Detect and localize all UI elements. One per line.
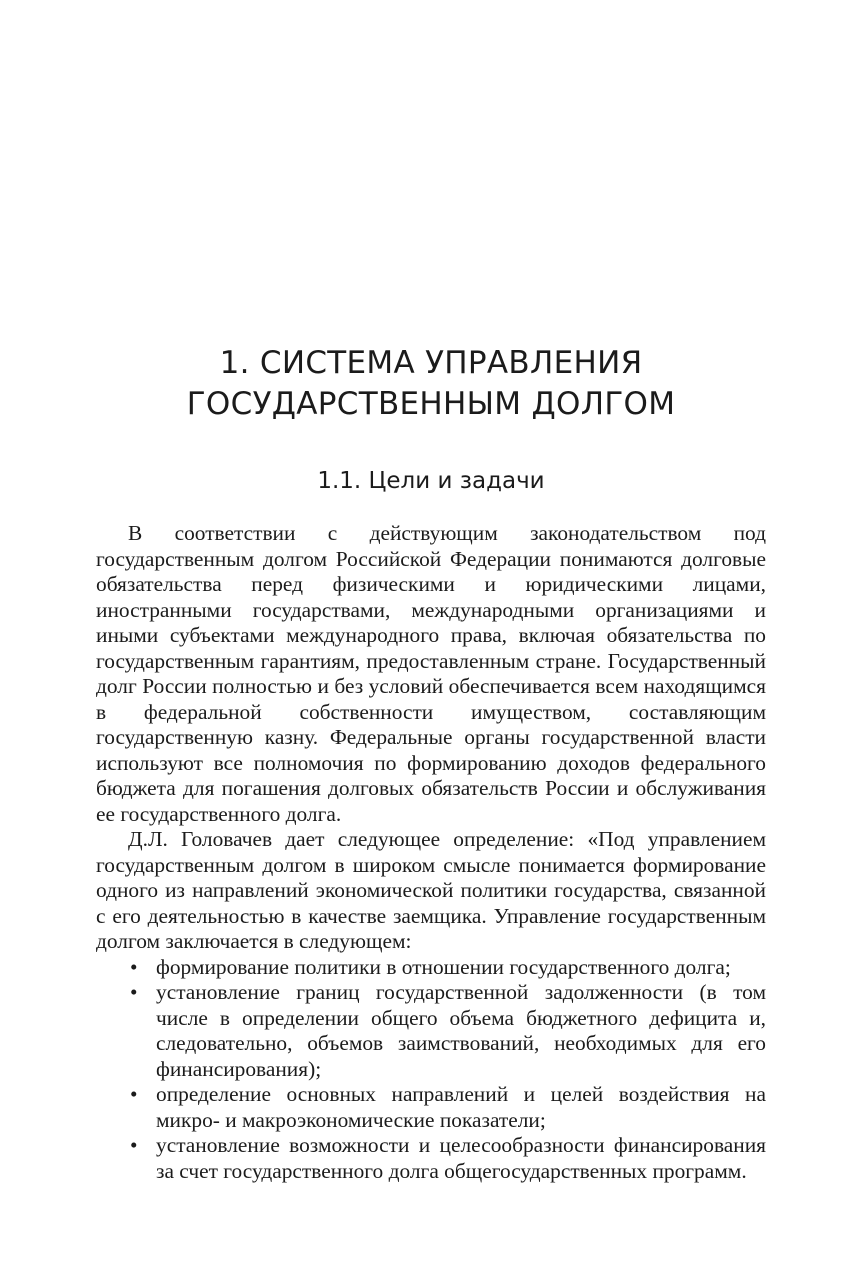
list-item: [130, 1133, 766, 1184]
list-item: [130, 980, 766, 1082]
body-text: [96, 521, 766, 1184]
bullet-list: [96, 955, 766, 1185]
list-item: [130, 954, 766, 981]
bullet-icon: •: [130, 954, 138, 979]
list-item: [130, 1082, 766, 1133]
paragraph-2: Д.Л. Головачев дает следующее определение: «Под управлением государственным долгом в широком смысле понимается формирование одного из направлений экономической политики государства, связанной с его деятельностью в качестве заемщика. Управление государственным долгом заключается в следующем:: [96, 827, 766, 953]
bullet-icon: •: [130, 1082, 138, 1106]
chapter-title-line-2: ГОСУДАРСТВЕННЫМ ДОЛГОМ: [186, 386, 676, 422]
list-item-text: установление возможности и целесообразности финансирования за счет государственного долга общегосударственных программ.: [156, 1133, 766, 1183]
bullet-icon: •: [130, 980, 138, 1004]
list-item-text: формирование политики в отношении государственного долга;: [156, 954, 731, 979]
chapter-title: [96, 343, 766, 425]
section-title: 1.1. Цели и задачи: [317, 468, 545, 494]
chapter-title-line-1: 1. СИСТЕМА УПРАВЛЕНИЯ: [219, 345, 643, 381]
list-item-text: определение основных направлений и целей воздействия на микро- и макроэкономические показатели;: [156, 1082, 766, 1132]
list-item-text: установление границ государственной задолженности (в том числе в определении общего объема бюджетного дефицита и, следовательно, объемов заимствований, необходимых для его финансирования);: [156, 980, 766, 1081]
bullet-icon: •: [130, 1133, 138, 1157]
paragraph-1: В соответствии с действующим законодательством под государственным долгом Российской Федерации понимаются долговые обязательства перед физическими и юридическими лицами, иностранными государствами, международными организациями и иными субъектами международного права, включая обязательства по государственным гарантиям, предоставленным стране. Государственный долг России полностью и без условий обеспечивается всем находящимся в федеральной собственности имуществом, составляющим государственную казну. Федеральные органы государственной власти используют все полномочия по формированию доходов федерального бюджета для погашения долговых обязательств России и обслуживания ее государственного долга.: [96, 521, 766, 826]
